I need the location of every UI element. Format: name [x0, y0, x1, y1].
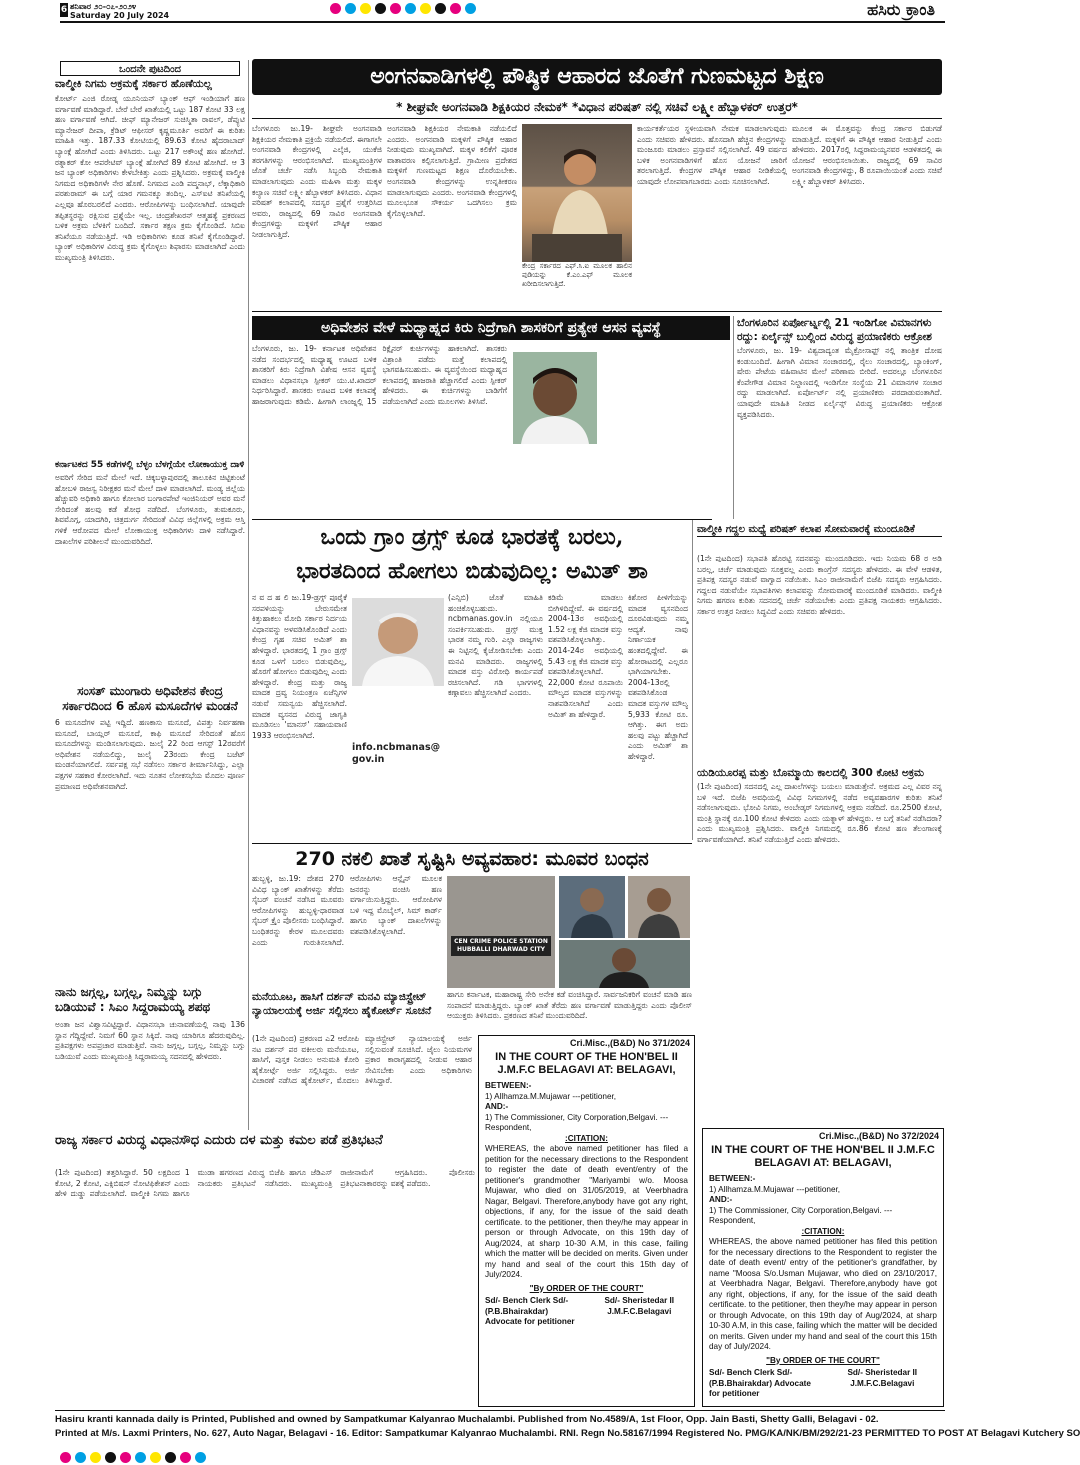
citation-text: WHEREAS, the above named petitioner has filed this petition for the necessary directions to the Respondent to register the date of death event/ entry of the petitioner's grandfather, by name "Moosa S/o.Usman Mujawar, who died on 23/10/2017, at Veerbhadra Nagar, Belgavi. Therefore,anybody have got any right, objections, if any, for the issue of the said death certificate. to the petitioner, then they/he may appear in person or through Advocate, on this 19th day of Aug/2024, at sharp 10-30 A.M, in this case, failing which the matter will be decided on merits. Given under my hand and seal of the court this 15th day of July/2024.: [709, 1237, 937, 1351]
registration-dots-top: [330, 3, 476, 14]
drugs-headline-1: ಒಂದು ಗ್ರಾಂ ಡ್ರಗ್ಸ್ ಕೂಡ ಭಾರತಕ್ಕೆ ಬರಲು,: [320, 524, 624, 550]
signature-right: Sd/- Sheristedar II J.M.F.C.Belagavi: [604, 1296, 675, 1316]
minister-photo: [522, 124, 632, 262]
footer-rule: [55, 1410, 945, 1411]
minister-figure-icon: [522, 124, 632, 262]
walmiki-body: ಕೋರ್ಟ್ ಎಂಜಿ ರೋಡ್ನ ಯೂನಿಯನ್ ಬ್ಯಾಂಕ್ ಆಫ್ ಇಂಡಿಯಾಗೆ ಹಣ ವರ್ಗಾವಣೆ ಮಾಡಿದ್ದಾರೆ. ಬೇರೆ ಬೇರೆ ಖಾತೆಯಲ್ಲಿ ಒಟ್ಟು 187 ಕೋಟಿ 33 ಲಕ್ಷ ಹಣ ವರ್ಗಾವಣೆ ಆಗಿದೆ. ಚೀಫ್ ಮ್ಯಾನೇಜರ್ ಸುಚಿಸ್ಮಿತಾ ರಾವಲ್, ಡೆಪ್ಯುಟಿ ಮ್ಯಾನೇಜರ್ ದೀಪಾ, ಕ್ರೆಡಿಟ್ ಆಫೀಸರ್ ಕೃಷ್ಣಮೂರ್ತಿ ಅವರಿಗೆ ಈ ಕುರಿತು ಮಾಹಿತಿ ಇತ್ತು. 187.33 ಕೋಟಿಯಲ್ಲಿ 89.63 ಕೋಟಿ ಹೈದರಾಬಾದ್ ಬ್ಯಾಂಕ್ಗೆ ಹೋಗಿದೆ ಎಂದು ತಿಳಿಸಿದರು. ಒಟ್ಟು 217 ಅಕೌಂಟ್ಗೆ ಹಣ ಹೋಗಿದೆ. ರತ್ನಾಕರ್ ಕೋ ಆಪರೇಟಿವ್ ಬ್ಯಾಂಕ್ಗೆ ಹೋಗಿದೆ 89 ಕೋಟಿ ಹೋಗಿದೆ. ಆ 3 ಜನ ಬ್ಯಾಂಕ್ ಅಧಿಕಾರಿಗಳು ಕೇಳಬೇಕಿತ್ತು ಎಂದು ಪ್ರಶ್ನಿಸಿದರು. ಅಕ್ರಮಕ್ಕೆ ವಾಲ್ಮೀಕಿ ನಿಗಮದ ಅಧಿಕಾರಿಗಳೇ ನೇರ ಹೊಣೆ. ನಿಗಮದ ಎಂಡಿ ಪದ್ಮನಾಭ್, ಲೆಕ್ಕಾಧಿಕಾರಿ ಪರಶುರಾಮ್ ಈ ಬಗ್ಗೆ ಯಾರ ಗಮನಕ್ಕೂ ತಂದಿಲ್ಲ. ಎಸ್ಐಟಿ ತನಿಖೆಯಲ್ಲಿ ಎಲ್ಲವೂ ಹೊರಬರಲಿದೆ ಎಂದರು. ಆರೋಪಿಗಳನ್ನು ಬಂಧಿಸಲಾಗಿದೆ. ಯಾವುದೇ ತಪ್ಪಿತಸ್ಥರನ್ನು ರಕ್ಷಿಸುವ ಪ್ರಶ್ನೆಯೇ ಇಲ್ಲ. ಚಂದ್ರಶೇಖರನ್ ಆತ್ಮಹತ್ಯೆ ಪ್ರಕರಣದ ಬಳಿಕ ಅಕ್ರಮ ಬೆಳಕಿಗೆ ಬಂದಿದೆ. ಸರ್ಕಾರ ತಕ್ಷಣ ಕ್ರಮ ಕೈಗೊಂಡಿದೆ. ಸಿಬಿಐ ತನಿಖೆಯೂ ನಡೆಯುತ್ತಿದೆ. ಇಡಿ ಅಧಿಕಾರಿಗಳು ಕೂಡ ತನಿಖೆ ಕೈಗೊಂಡಿದ್ದಾರೆ. ಬ್ಯಾಂಕ್ ಅಧಿಕಾರಿಗಳ ವಿರುದ್ಧ ಕ್ರಮ ಕೈಗೊಳ್ಳಲು ಶಿಫಾರಸು ಮಾಡಲಾಗಿದೆ ಎಂದು ಮುಖ್ಯಮಂತ್ರಿ ತಿಳಿಸಿದರು.: [55, 94, 245, 262]
accused-1-figure-icon: [559, 876, 625, 938]
parliament-body: 6 ಮಸೂದೆಗಳ ಪಟ್ಟಿ ಇದ್ದಿದೆ. ಹಣಕಾಸು ಮಸೂದೆ, ವಿಪತ್ತು ನಿರ್ವಹಣಾ ಮಸೂದೆ, ಬಾಯ್ಲರ್ ಮಸೂದೆ, ಕಾಫಿ ಮಸೂದೆ ಸೇರಿದಂತೆ ಹೊಸ ಮಸೂದೆಗಳನ್ನು ಮಂಡಿಸಲಾಗುವುದು. ಜುಲೈ 22 ರಿಂದ ಆಗಸ್ಟ್ 12ರವರೆಗೆ ಅಧಿವೇಶನ ನಡೆಯಲಿದ್ದು, ಜುಲೈ 23ರಂದು ಕೇಂದ್ರ ಬಜೆಟ್ ಮಂಡನೆಯಾಗಲಿದೆ. ಸರ್ವಪಕ್ಷ ಸಭೆ ನಡೆಸಲು ಸರ್ಕಾರ ತೀರ್ಮಾನಿಸಿದ್ದು, ಎಲ್ಲಾ ಪಕ್ಷಗಳ ಸಹಕಾರ ಕೋರಲಾಗಿದೆ. ಇದು ನೂತನ ಲೋಕಸಭೆಯ ಮೊದಲ ಪೂರ್ಣ ಪ್ರಮಾಣದ ಅಧಿವೇಶನವಾಗಿದೆ.: [55, 718, 245, 791]
scam-body: (1ನೇ ಪುಟದಿಂದ) ಸದನದಲ್ಲಿ ಎಲ್ಲ ದಾಖಲೆಗಳನ್ನು ಬಯಲು ಮಾಡುತ್ತೇನೆ. ಅಕ್ರಮದ ಎಲ್ಲ ವಿವರ ನನ್ನ ಬಳಿ ಇದೆ. ಬಿಜೆಪಿ ಅವಧಿಯಲ್ಲಿ ವಿವಿಧ ನಿಗಮಗಳಲ್ಲಿ ನಡೆದ ಅವ್ಯವಹಾರಗಳ ಕುರಿತು ತನಿಖೆ ನಡೆಸಲಾಗುವುದು. ಭೋವಿ ನಿಗಮ, ಅಂಬೇಡ್ಕರ್ ನಿಗಮಗಳಲ್ಲಿ ಅಕ್ರಮ ನಡೆದಿದೆ. ರೂ.2500 ಕೋಟಿ, ಮಂತ್ರಿ ಸ್ಥಾನಕ್ಕೆ ರೂ.100 ಕೋಟಿ ಕೇಳಿದರು ಎಂದು ಯತ್ನಾಳ್ ಹೇಳಿದ್ದರು. ಆ ಬಗ್ಗೆ ತನಿಖೆ ನಡೆಸಿದರಾ? ಎಂದು ಮುಖ್ಯಮಂತ್ರಿ ಪ್ರಶ್ನಿಸಿದರು. ವಾಲ್ಮೀಕಿ ನಿಗಮದಲ್ಲಿ ರೂ.86 ಕೋಟಿ ಹಣ ತೆಲಂಗಾಣಕ್ಕೆ ವರ್ಗಾವಣೆಯಾಗಿದೆ. ತನಿಖೆ ನಡೆಯುತ್ತಿದೆ ಎಂದು ಹೇಳಿದರು.: [697, 782, 942, 844]
drugs-col3: ಕಡಿಮೆ ಮಾಡಲು ಬೀಗಿಳಿದಿದ್ದೇವೆ. ಈ ವರ್ಷದಲ್ಲಿ 2004-13ರ ಅವಧಿಯಲ್ಲಿ 1.52 ಲಕ್ಷ ಕೆಜಿ ಮಾದಕ ವಸ್ತು ವಶಪಡಿಸಿಕೊಳ್ಳಲಾಗಿತ್ತು. 2014-24ರ ಅವಧಿಯಲ್ಲಿ 5.43 ಲಕ್ಷ ಕೆಜಿ ಮಾದಕ ವಸ್ತು ವಶಪಡಿಸಿಕೊಳ್ಳಲಾಗಿದೆ. 22,000 ಕೋಟಿ ರೂಪಾಯಿ ಮೌಲ್ಯದ ಮಾದಕ ವಸ್ತುಗಳನ್ನು ನಾಶಪಡಿಸಲಾಗಿದೆ ಎಂದು ಅಮಿತ್ ಶಾ ಹೇಳಿದ್ದಾರೆ.: [548, 593, 623, 719]
protest-body: (1ನೇ ಪುಟದಿಂದ) ತತ್ತರಿಸಿದ್ದಾರೆ. 50 ಲಕ್ಷದಿಂದ 1 ಕೋಟಿ, 2 ಕೋಟಿ, ಎಕ್ಸಿಬಿಷನ್ ನೋಟಿಫಿಕೇಶನ್ ಎಂದು ಹೇಳಿ ದುಡ್ಡು ಪಡೆಯಲಾಗಿದೆ. ವಾಲ್ಮೀಕಿ ನಿಗಮ ಹಾಗೂ ಮುಡಾ ಹಗರಣದ ವಿರುದ್ಧ ಬಿಜೆಪಿ ಹಾಗೂ ಜೆಡಿಎಸ್ ನಾಯಕರು ಪ್ರತಿಭಟನೆ ನಡೆಸಿದರು. ಮುಖ್ಯಮಂತ್ರಿ ರಾಜೀನಾಮೆಗೆ ಆಗ್ರಹಿಸಿದರು. ಪೊಲೀಸರು ಪ್ರತಿಭಟನಾಕಾರರನ್ನು ವಶಕ್ಕೆ ಪಡೆದರು.: [55, 1168, 475, 1199]
photo-caption: ಕೇಂದ್ರ ಸರ್ಕಾರದ ಎಫ್.ಸಿ.ಐ ಮೂಲಕ ಹಾಲಿನ ಪುಡಿಯನ್ನು ಕೆ.ಎಂ.ಎಫ್ ಮೂಲಕ ಖರೀದಿಸಲಾಗುತ್ತಿದೆ.: [522, 262, 632, 288]
accused-3-figure-icon: [559, 940, 690, 988]
notice-body: [703, 1170, 943, 1404]
council-body: (1ನೇ ಪುಟದಿಂದ) ಸಭಾಪತಿ ಹೊರಟ್ಟಿ ಸದನವನ್ನು ಮುಂದೂಡಿದರು. ಇದು ನಿಯಮ 68 ರ ಅಡಿ ಬರಲ್ಲ, ಚರ್ಚೆ ಮಾಡುವುದು ಸೂಕ್ತವಲ್ಲ ಎಂದು ಕಾಂಗ್ರೆಸ್ ಸದಸ್ಯರು ಹೇಳಿದರು. ಈ ವೇಳೆ ಆಡಳಿತ, ಪ್ರತಿಪಕ್ಷ ಸದಸ್ಯರ ನಡುವೆ ವಾಗ್ವಾದ ನಡೆಯಿತು. ಸಿಎಂ ರಾಜೀನಾಮೆಗೆ ಬಿಜೆಪಿ ಸದಸ್ಯರು ಆಗ್ರಹಿಸಿದರು. ಗದ್ದಲದ ನಡುವೆಯೇ ಸಭಾಪತಿಗಳು ಕಲಾಪವನ್ನು ಸೋಮವಾರಕ್ಕೆ ಮುಂದೂಡಿಕೆ ಮಾಡಿದರು. ವಾಲ್ಮೀಕಿ ನಿಗಮ ಹಗರಣ ಕುರಿತು ಸದನದಲ್ಲಿ ಚರ್ಚೆ ನಡೆಯಬೇಕು ಎಂದು ಪ್ರತಿಪಕ್ಷ ನಾಯಕರು ಆಗ್ರಹಿಸಿದರು. ಸರ್ಕಾರ ಉತ್ತರ ನೀಡಲು ಸಿದ್ಧವಿದೆ ಎಂದು ಸಚಿವರು ಹೇಳಿದರು.: [697, 554, 942, 616]
fraud-col1: ಹುಬ್ಬಳ್ಳಿ, ಜು.19: ದೇಶದ 270 ವಿವಿಧ ಬ್ಯಾಂಕ್ ಖಾತೆಗಳನ್ನು ತೆರೆದು ಸೈಬರ್ ವಂಚನೆ ನಡೆಸಿದ ಮೂವರು ಆರೋಪಿಗಳನ್ನು ಹುಬ್ಬಳ್ಳಿ-ಧಾರವಾಡ ಸೈಬರ್ ಕ್ರೈಂ ಪೊಲೀಸರು ಬಂಧಿಸಿದ್ದಾರೆ. ಬಂಧಿತರನ್ನು ಕೇರಳ ಮೂಲದವರು ಎಂದು ಗುರುತಿಸಲಾಗಿದೆ. ಆರೋಪಿಗಳು ಆನ್ಲೈನ್ ಮೂಲಕ ಜನರನ್ನು ವಂಚಿಸಿ ಹಣ ವರ್ಗಾಯಿಸುತ್ತಿದ್ದರು. ಆರೋಪಿಗಳ ಬಳಿ ಇದ್ದ ಮೊಬೈಲ್, ಸಿಮ್ ಕಾರ್ಡ್ ಹಾಗೂ ಬ್ಯಾಂಕ್ ದಾಖಲೆಗಳನ್ನು ವಶಪಡಿಸಿಕೊಳ್ಳಲಾಗಿದೆ.: [252, 874, 442, 947]
siesta-body: ಬೆಂಗಳೂರು, ಜು. 19- ಕರ್ನಾಟಕ ಅಧಿವೇಶನ ನಡೆದ ಸಂದರ್ಭದಲ್ಲಿ ಮಧ್ಯಾಹ್ನ ಊಟದ ಬಳಿಕ ಶಾಸಕರಿಗೆ ಕಿರು ನಿದ್ರೆಗಾಗಿ ವಿಶೇಷ ಆಸನ ವ್ಯವಸ್ಥೆ ಮಾಡಲು ವಿಧಾನಸಭಾ ಸ್ಪೀಕರ್ ಯು.ಟಿ.ಖಾದರ್ ನಿರ್ಧರಿಸಿದ್ದಾರೆ. ಶಾಸಕರು ಊಟದ ಬಳಿಕ ಕಲಾಪಕ್ಕೆ ಹಾಜರಾಗುವುದು ಕಡಿಮೆ. ಹೀಗಾಗಿ ಲಾಂಜ್ನಲ್ಲಿ 15 ರಿಕ್ಲೈನರ್ ಕುರ್ಚಿಗಳನ್ನು ಹಾಕಲಾಗಿದೆ. ಶಾಸಕರು ವಿಶ್ರಾಂತಿ ಪಡೆದು ಮತ್ತೆ ಕಲಾಪದಲ್ಲಿ ಭಾಗವಹಿಸಬಹುದು. ಈ ವ್ಯವಸ್ಥೆಯಿಂದ ಮಧ್ಯಾಹ್ನದ ಕಲಾಪದಲ್ಲಿ ಹಾಜರಾತಿ ಹೆಚ್ಚಾಗಲಿದೆ ಎಂದು ಸ್ಪೀಕರ್ ಹೇಳಿದರು. ಈ ಕುರ್ಚಿಗಳನ್ನು ಬಾಡಿಗೆಗೆ ಪಡೆಯಲಾಗಿದೆ ಎಂದು ಮೂಲಗಳು ತಿಳಿಸಿವೆ.: [252, 344, 507, 406]
registration-dot-icon: [375, 3, 386, 14]
header-rule: [60, 21, 945, 23]
registration-dot-icon: [435, 3, 446, 14]
siesta-headline: ಅಧಿವೇಶನ ವೇಳೆ ಮಧ್ಯಾಹ್ನದ ಕಿರು ನಿದ್ರೆಗಾಗಿ ಶಾಸಕರಿಗೆ ಪ್ರತ್ಯೇಕ ಆಸನ ವ್ಯವಸ್ಥೆ: [252, 316, 730, 340]
fraud-col2: ಹಾಗೂ ಕರ್ನಾಟಕ, ಮಹಾರಾಷ್ಟ್ರ ಸೇರಿ ಅನೇಕ ಕಡೆ ವಂಚಿಸಿದ್ದಾರೆ. ಸಾರ್ವಜನಿಕರಿಗೆ ವಂಚನೆ ಮಾಡಿ ಹಣ ಸಂಪಾದನೆ ಮಾಡುತ್ತಿದ್ದರು. ಬ್ಯಾಂಕ್ ಖಾತೆ ತೆರೆದು ಹಣ ವರ್ಗಾವಣೆ ಮಾಡುತ್ತಿದ್ದರು ಎಂದು ಪೊಲೀಸ್ ಆಯುಕ್ತರು ತಿಳಿಸಿದರು. ಪ್ರಕರಣದ ತನಿಖೆ ಮುಂದುವರಿದಿದೆ.: [447, 990, 692, 1021]
case-reference: Cri.Misc.,(B&D) No 371/2024: [569, 1038, 690, 1048]
accused-2-figure-icon: [628, 876, 690, 938]
between-label: BETWEEN:-: [709, 1174, 756, 1183]
police-station-sign: CEN CRIME POLICE STATION HUBBALLI DHARWAD CITY: [451, 936, 551, 956]
top-story-rule: [252, 311, 942, 312]
darshan-body: (1ನೇ ಪುಟದಿಂದ) ಪ್ರಕರಣದ ಎ2 ಆರೋಪಿ ನಟ ದರ್ಶನ್ ಪರ ವಕೀಲರು ಮನೆಯೂಟ, ಹಾಸಿಗೆ, ಪುಸ್ತಕ ನೀಡಲು ಅನುಮತಿ ಕೋರಿ ಹೈಕೋರ್ಟ್ಗೆ ಅರ್ಜಿ ಸಲ್ಲಿಸಿದ್ದರು. ಅರ್ಜಿ ವಿಚಾರಣೆ ನಡೆಸಿದ ಹೈಕೋರ್ಟ್, ಮೊದಲು ಮ್ಯಾಜಿಸ್ಟ್ರೇಟ್ ನ್ಯಾಯಾಲಯಕ್ಕೆ ಅರ್ಜಿ ಸಲ್ಲಿಸುವಂತೆ ಸೂಚಿಸಿದೆ. ಜೈಲು ನಿಯಮಗಳ ಪ್ರಕಾರ ಕಾರಾಗೃಹದಲ್ಲಿ ನೀಡುವ ಆಹಾರ ಸೇವಿಸಬೇಕು ಎಂದು ಅಧಿಕಾರಿಗಳು ತಿಳಿಸಿದ್ದಾರೆ.: [252, 1034, 472, 1086]
signature-left: Sd/- Bench Clerk Sd/- (P.B.Bhairakdar) Advocate for petitioner: [485, 1296, 575, 1326]
order-line: "By ORDER OF THE COURT": [529, 1283, 644, 1293]
registration-dot-icon: [390, 3, 401, 14]
continued-kicker: ಒಂದನೇ ಪುಟದಿಂದ: [60, 61, 240, 76]
registration-dot-icon: [120, 1452, 131, 1463]
respondent-line: 1) The Commissioner, City Corporation,Belgavi. ---Respondent,: [709, 1205, 893, 1225]
drugs-col4: ಕಿಶೋರ ಪೀಳಿಗೆಯನ್ನು ಮಾದಕ ವ್ಯಸನದಿಂದ ದೂರವಿಡುವುದು ನಮ್ಮ ಆದ್ಯತೆ. ನಾವು ನಿರ್ಣಾಯಕ ಹಂತದಲ್ಲಿದ್ದೇವೆ. ಈ ಹೋರಾಟದಲ್ಲಿ ಎಲ್ಲರೂ ಭಾಗಿಯಾಗಬೇಕು. 2004-13ರಲ್ಲಿ ವಶಪಡಿಸಿಕೊಂಡ ಮಾದಕ ವಸ್ತುಗಳ ಮೌಲ್ಯ 5,933 ಕೋಟಿ ರೂ. ಆಗಿತ್ತು. ಈಗ ಅದು ಹಲವು ಪಟ್ಟು ಹೆಚ್ಚಾಗಿದೆ ಎಂದು ಅಮಿತ್ ಶಾ ಹೇಳಿದ್ದಾರೆ.: [628, 593, 688, 761]
left-column-divider: [248, 60, 249, 1130]
registration-dot-icon: [405, 3, 416, 14]
lokayukta-headline: ಕರ್ನಾಟಕದ 55 ಕಡೆಗಳಲ್ಲಿ ಬೆಳ್ಳಂ ಬೆಳಗ್ಗೆಯೇ ಲೋಕಾಯುಕ್ತ ದಾಳಿ: [55, 460, 245, 470]
airport-headline: ಬೆಂಗಳೂರಿನ ಏರ್ಪೋರ್ಟ್ನಲ್ಲಿ 21 ಇಂಡಿಗೋ ವಿಮಾನಗಳು ರದ್ದು: ಏರ್ಲೈನ್ಸ್ ಬುಲ್ಲಿಂದ ವಿರುದ್ಧ ಪ್ರಯಾಣಿಕರು ಆಕ್ರೋಶ: [737, 317, 932, 343]
registration-dot-icon: [360, 3, 371, 14]
registration-dot-icon: [420, 3, 431, 14]
signature-left: Sd/- Bench Clerk Sd/- (P.B.Bhairakdar) Advocate for petitioner: [709, 1368, 811, 1398]
and-label: AND:-: [709, 1195, 733, 1204]
signature-right: Sd/- Sheristedar II J.M.F.C.Belagavi: [847, 1368, 918, 1388]
date-english: Saturday 20 July 2024: [70, 11, 170, 20]
registration-dot-icon: [135, 1452, 146, 1463]
amit-shah-figure-icon: [352, 598, 444, 686]
police-station-photo: [447, 876, 555, 988]
anganwadi-subheadline: * ಶೀಘ್ರವೇ ಅಂಗನವಾಡಿ ಶಿಕ್ಷಕಿಯರ ನೇಮಕ* *ವಿಧಾನ ಪರಿಷತ್ ನಲ್ಲಿ ಸಚಿವೆ ಲಕ್ಷ್ಮೀ ಹೆಬ್ಬಾಳಕರ್ ಉತ್ತರ*: [252, 96, 942, 119]
citation-text: WHEREAS, the above named petitioner has filed a petition for the necessary directions to the Respondent to register the date of death event/entry of the petitioner's grandmother "Mariyambi w/o. Moosa Mujawar, who died on 31/05/2019, at Veerbhadra Nagar, Belgavi. Therefore,anybody have got any right, objections, if any, for the issue of the said death certificate. to the petitioner, then they/he may appear in person or through Advocate, on this 19th day of Aug/2024, at sharp 10-30 A.M, in this case, failing which the matter will be decided on merits. Given under my hand and seal of the court this 15th day of July/2024.: [485, 1144, 688, 1279]
masthead: ಹಸಿರು ಕ್ರಾಂತಿ: [867, 0, 935, 19]
scam-headline: ಯಡಿಯೂರಪ್ಪ ಮತ್ತು ಬೊಮ್ಮಾಯಿ ಕಾಲದಲ್ಲಿ 300 ಕೋಟಿ ಅಕ್ರಮ: [697, 767, 924, 779]
registration-dot-icon: [75, 1452, 86, 1463]
airport-body: ಬೆಂಗಳೂರು, ಜು. 19- ವಿಶ್ವದಾದ್ಯಂತ ಮೈಕ್ರೋಸಾಫ್ಟ್ ನಲ್ಲಿ ತಾಂತ್ರಿಕ ದೋಷ ಕಂಡುಬಂದಿದೆ. ಹೀಗಾಗಿ ವಿಮಾನ ಸಂಚಾರದಲ್ಲಿ, ರೈಲು ಸಂಚಾರದಲ್ಲಿ, ಬ್ಯಾಂಕಿಂಗ್, ಷೇರು ಪೇಟೆಯ ವಹಿವಾಟಿನ ಮೇಲೆ ಪರಿಣಾಮ ಬೀರಿದೆ. ಅದರಲ್ಲೂ ಬೆಂಗಳೂರಿನ ಕೆಂಪೇಗೌಡ ವಿಮಾನ ನಿಲ್ದಾಣದಲ್ಲಿ ಇಂಡಿಗೋ ಸಂಸ್ಥೆಯ 21 ವಿಮಾನಗಳ ಸಂಚಾರ ರದ್ದು ಮಾಡಲಾಗಿದೆ. ಏರ್ಪೋರ್ಟ್ ನಲ್ಲಿ ಪ್ರಯಾಣಿಕರು ಪರದಾಡುವಂತಾಗಿದೆ. ಯಾವುದೇ ಮಾಹಿತಿ ನೀಡದ ಏರ್ಲೈನ್ಸ್ ವಿರುದ್ಧ ಪ್ರಯಾಣಿಕರು ಆಕ್ರೋಶ ವ್ಯಕ್ತಪಡಿಸಿದರು.: [737, 346, 942, 419]
anganwadi-col4: ಕಾರ್ಯಕರ್ತೆಯರ ಸ್ಥಳೀಯವಾಗಿ ನೇಮಕ ಮಾಡಲಾಗುವುದು ಎಂದು ಸಚಿವರು ಹೇಳಿದರು. ಹೊಸದಾಗಿ ಹೆಚ್ಚಿನ ಕೇಂದ್ರಗಳನ್ನು ಮಂಜೂರು ಮಾಡಲು ಪ್ರಸ್ತಾವನೆ ಸಲ್ಲಿಸಲಾಗಿದೆ. 49 ವರ್ಷದ ಬಳಿಕ ಅಂಗನವಾಡಿಗಳಿಗೆ ಹೊಸ ಯೋಜನೆ ಜಾರಿಗೆ ತರಲಾಗುತ್ತಿದೆ. ಕೇಂದ್ರಗಳ ಪೌಷ್ಠಿಕ ಆಹಾರ ನೀಡಿಕೆಯಲ್ಲಿ ಯಾವುದೇ ಲೋಪವಾಗಬಾರದು ಎಂದು ಸೂಚಿಸಲಾಗಿದೆ.: [637, 124, 787, 186]
accused-photo-3: [559, 940, 690, 988]
parliament-headline: ಸಂಸತ್ ಮುಂಗಾರು ಅಧಿವೇಶನ ಕೇಂದ್ರ ಸರ್ಕಾರದಿಂದ 6 ಹೊಸ ಮಸೂದೆಗಳ ಮಂಡನೆ: [62, 684, 238, 713]
walmiki-headline: ವಾಲ್ಮೀಕಿ ನಿಗಮ ಅಕ್ರಮಕ್ಕೆ ಸರ್ಕಾರ ಹೊಣೆಯಲ್ಲ: [55, 78, 212, 90]
registration-dots-bottom: [60, 1452, 206, 1463]
petitioner-line: 1) Allhamza.M.Mujawar ---petitioner,: [485, 1091, 617, 1101]
lokayukta-body: ಅವರಿಗೆ ಸೇರಿದ ಮನೆ ಮೇಲೆ ಇದೆ. ಚಿಕ್ಕಬಳ್ಳಾಪುರದಲ್ಲಿ ತಾಲೂಕಿನ ಚಿಟ್ಟಿಕುಂಟೆ ಹೋಬಳಿ ರಾಜಸ್ವ ನಿರೀಕ್ಷಕರ ಮನೆ ಮೇಲೆ ದಾಳಿ ಮಾಡಲಾಗಿದೆ. ಮಂಡ್ಯ ಜಿಲ್ಲೆಯ ಹೆಚ್ಚುವರಿ ಅಧಿಕಾರಿ ಹಾಗೂ ಕೋಲಾರ ಬಂಗಾರಪೇಟೆ ಇಂಜಿನಿಯರ್ ಅವರ ಮನೆ ಸೇರಿದಂತೆ ಹಲವು ಕಡೆ ಶೋಧ ನಡೆದಿದೆ. ಬೆಂಗಳೂರು, ತುಮಕೂರು, ಶಿವಮೊಗ್ಗ, ಯಾದಗಿರಿ, ಚಿತ್ರದುರ್ಗ ಸೇರಿದಂತೆ ವಿವಿಧ ಜಿಲ್ಲೆಗಳಲ್ಲಿ ಅಕ್ರಮ ಆಸ್ತಿ ಗಳಿಕೆ ಆರೋಪದ ಮೇಲೆ ಲೋಕಾಯುಕ್ತ ಅಧಿಕಾರಿಗಳು ದಾಳಿ ನಡೆಸಿದ್ದಾರೆ. ದಾಖಲೆಗಳ ಪರಿಶೀಲನೆ ಮುಂದುವರಿದಿದೆ.: [55, 473, 245, 546]
citation-label: :CITATION:: [565, 1133, 608, 1143]
registration-dot-icon: [195, 1452, 206, 1463]
speaker-figure-icon: [513, 352, 597, 444]
cm-oath-headline: ನಾನು ಜಗ್ಗಲ್ಲ, ಬಗ್ಗಲ್ಲ, ನಿಮ್ಮನ್ನು ಬಗ್ಗು ಬಡಿಯುವೆ : ಸಿಎಂ ಸಿದ್ದರಾಮಯ್ಯ ಶಪಥ: [55, 985, 211, 1014]
fraud-rule: [252, 843, 692, 844]
drugs-divider: [692, 520, 693, 840]
between-label: BETWEEN:-: [485, 1081, 532, 1090]
darshan-headline: ಮನೆಯೂಟ, ಹಾಸಿಗೆ ದರ್ಶನ್ ಮನವಿ ಮ್ಯಾಜಿಸ್ಟ್ರೇಟ್ ನ್ಯಾಯಾಲಯಕ್ಕೆ ಅರ್ಜಿ ಸಲ್ಲಿಸಲು ಹೈಕೋರ್ಟ್ ಸೂಚನೆ: [252, 991, 432, 1017]
imprint-line-2: Printed at M/s. Laxmi Printers, No. 627, Auto Nagar, Belagavi - 16. Editor: Sampatkumar Kalyanrao Muchalambi. RNI. Regn No.58167/1994 Registered No. PMG/KA/NK/BM/292/21-23 PERMITTED TO POST AT Belagavi Kutchery SO: [55, 1428, 1080, 1439]
drugs-col2: (ಎನ್ಸಿಬಿ) ಜೊತೆ ಮಾಹಿತಿ ಹಂಚಿಕೊಳ್ಳಬಹುದು. ncbmanas.gov.in ನಲ್ಲಿಯೂ ಸಂಪರ್ಕಿಸಬಹುದು. ಡ್ರಗ್ಸ್ ಮುಕ್ತ ಭಾರತ ನಮ್ಮ ಗುರಿ. ಎಲ್ಲಾ ರಾಜ್ಯಗಳು ಈ ನಿಟ್ಟಿನಲ್ಲಿ ಕೈಜೋಡಿಸಬೇಕು ಎಂದು ಮನವಿ ಮಾಡಿದರು. ರಾಜ್ಯಗಳಲ್ಲಿ ಮಾದಕ ವಸ್ತು ವಿರೋಧಿ ಕಾರ್ಯಪಡೆ ರಚಿಸಲಾಗಿದೆ. ಗಡಿ ಭಾಗಗಳಲ್ಲಿ ಕಣ್ಗಾವಲು ಹೆಚ್ಚಿಸಲಾಗಿದೆ ಎಂದರು.: [448, 593, 543, 698]
notice-body: [479, 1077, 694, 1332]
registration-dot-icon: [150, 1452, 161, 1463]
registration-dot-icon: [180, 1452, 191, 1463]
registration-dot-icon: [345, 3, 356, 14]
anganwadi-col5: ಮೂಲಕ ಈ ಮೊತ್ತವನ್ನು ಕೇಂದ್ರ ಸರ್ಕಾರ ಬಿಡುಗಡೆ ಮಾಡುತ್ತಿದೆ. ಮಕ್ಕಳಿಗೆ ಈ ಪೌಷ್ಠಿಕ ಆಹಾರ ನೀಡುತ್ತಿದೆ ಎಂದು ಹೇಳಿದರು. 2017ರಲ್ಲಿ ಸಿದ್ದರಾಮಯ್ಯನವರ ಆಡಳಿತದಲ್ಲಿ ಈ ಯೋಜನೆ ಆರಂಭಿಸಲಾಯಿತು. ರಾಜ್ಯದಲ್ಲಿ 69 ಸಾವಿರ ಅಂಗನವಾಡಿ ಕೇಂದ್ರಗಳಿದ್ದು, 8 ರೂಪಾಯಿಯಂತೆ ಎಂದು ಸಚಿವೆ ಲಕ್ಷ್ಮೀ ಹೆಬ್ಬಾಳಕರ್ ತಿಳಿಸಿದರು.: [792, 124, 942, 186]
registration-dot-icon: [105, 1452, 116, 1463]
signatures: [709, 1368, 937, 1400]
registration-dot-icon: [165, 1452, 176, 1463]
registration-dot-icon: [90, 1452, 101, 1463]
imprint-line-1: Hasiru kranti kannada daily is Printed, Published and owned by Sampatkumar Kalyanrao Muchalambi. Published from No.4589/A, 1st Floor, Opp. Jain Basti, Shetty Galli, Belagavi - 02.: [55, 1414, 879, 1425]
registration-dot-icon: [450, 3, 461, 14]
court-title: IN THE COURT OF THE HON'BEL II J.M.F.C BELAGAVI AT: BELAGAVI,: [495, 1051, 678, 1076]
cm-oath-body: ಅಂತಾ ಜನ ವಿಶ್ವಾಸವಿಟ್ಟಿದ್ದಾರೆ. ವಿಧಾನಸಭಾ ಚುನಾವಣೆಯಲ್ಲಿ ನಾವು 136 ಸ್ಥಾನ ಗೆದ್ದಿದ್ದೇವೆ. ನಿಮಗೆ 60 ಸ್ಥಾನ ಸಿಕ್ಕಿದೆ. ನಾವು ಯಾರಿಗೂ ಹೆದರುವುದಿಲ್ಲ. ಪ್ರತಿಪಕ್ಷಗಳು ಅಪಪ್ರಚಾರ ಮಾಡುತ್ತಿವೆ. ನಾನು ಜಗ್ಗಲ್ಲ, ಬಗ್ಗಲ್ಲ, ನಿಮ್ಮನ್ನು ಬಗ್ಗು ಬಡಿಯುವೆ ಎಂದು ಮುಖ್ಯಮಂತ್ರಿ ಸಿದ್ದರಾಮಯ್ಯ ಸದನದಲ್ಲಿ ಹೇಳಿದರು.: [55, 1020, 245, 1061]
anganwadi-col1: ಬೆಂಗಳೂರು ಜು.19- ಶೀಘ್ರವೇ ಅಂಗನವಾಡಿ ಶಿಕ್ಷಕಿಯರ ನೇಮಕಾತಿ ಪ್ರಕ್ರಿಯೆ ನಡೆಯಲಿದೆ. ಈಗಾಗಲೇ ಅಂಗನವಾಡಿ ಕೇಂದ್ರಗಳಲ್ಲಿ ಎಲ್ಕೆಜಿ, ಯುಕೆಜಿ ತರಗತಿಗಳನ್ನು ಆರಂಭಿಸಲಾಗಿದೆ. ಮುಖ್ಯಮಂತ್ರಿಗಳ ಜೊತೆ ಚರ್ಚೆ ನಡೆಸಿ ಸಿಬ್ಬಂದಿ ನೇಮಕಾತಿ ಮಾಡಲಾಗುವುದು ಎಂದು ಮಹಿಳಾ ಮತ್ತು ಮಕ್ಕಳ ಕಲ್ಯಾಣ ಸಚಿವೆ ಲಕ್ಷ್ಮೀ ಹೆಬ್ಬಾಳಕರ್ ತಿಳಿಸಿದರು. ವಿಧಾನ ಪರಿಷತ್ ಕಲಾಪದಲ್ಲಿ ಸದಸ್ಯರ ಪ್ರಶ್ನೆಗೆ ಉತ್ತರಿಸಿದ ಅವರು, ರಾಜ್ಯದಲ್ಲಿ 69 ಸಾವಿರ ಅಂಗನವಾಡಿ ಕೇಂದ್ರಗಳಿದ್ದು ಮಕ್ಕಳಿಗೆ ಪೌಷ್ಠಿಕ ಆಹಾರ ನೀಡಲಾಗುತ್ತಿದೆ.: [252, 124, 382, 239]
date-kannada: ಶನಿವಾರ ೨೦-೦೭-೨೦೨೪: [70, 2, 137, 11]
drugs-url: info.ncbmanas@gov.in: [352, 742, 441, 765]
accused-photo-2: [628, 876, 690, 938]
petitioner-line: 1) Allhamza.M.Mujawar ---petitioner,: [709, 1184, 841, 1194]
siesta-body-cont: [600, 344, 730, 514]
citation-label: :CITATION:: [801, 1226, 845, 1236]
case-reference: Cri.Misc.,(B&D) No 372/2024: [818, 1131, 939, 1141]
speaker-photo: [513, 352, 597, 444]
anganwadi-headline: ಅಂಗನವಾಡಿಗಳಲ್ಲಿ ಪೌಷ್ಠಿಕ ಆಹಾರದ ಜೊತೆಗೆ ಗುಣಮಟ್ಟದ ಶಿಕ್ಷಣ: [252, 59, 942, 95]
and-label: AND:-: [485, 1102, 509, 1111]
fraud-headline: 270 ನಕಲಿ ಖಾತೆ ಸೃಷ್ಟಿಸಿ ಅವ್ಯವಹಾರ: ಮೂವರ ಬಂಧನ: [295, 848, 649, 870]
signatures: [485, 1296, 688, 1328]
drugs-headline-2: ಭಾರತದಿಂದ ಹೋಗಲು ಬಿಡುವುದಿಲ್ಲ: ಅಮಿತ್ ಶಾ: [296, 558, 648, 584]
council-headline: ವಾಲ್ಮೀಕಿ ಗದ್ದಲ ಮಧ್ಯೆ ಪರಿಷತ್ ಕಲಾಪ ಸೋಮವಾರಕ್ಕೆ ಮುಂದೂಡಿಕೆ: [697, 523, 942, 537]
registration-dot-icon: [330, 3, 341, 14]
page-number: 6: [60, 5, 68, 15]
registration-dot-icon: [465, 3, 476, 14]
court-notice-371: [478, 1035, 695, 1407]
registration-dot-icon: [60, 1452, 71, 1463]
anganwadi-col2: ಅಂಗನವಾಡಿ ಶಿಕ್ಷಕಿಯರ ನೇಮಕಾತಿ ನಡೆಯಲಿದೆ ಎಂದರು. ಅಂಗನವಾಡಿ ಮಕ್ಕಳಿಗೆ ಪೌಷ್ಠಿಕ ಆಹಾರ ನೀಡುವುದು ಮುಖ್ಯವಾಗಿದೆ. ಮಕ್ಕಳ ಕಲಿಕೆಗೆ ಪೂರಕ ವಾತಾವರಣ ಕಲ್ಪಿಸಲಾಗುತ್ತಿದೆ. ಗ್ರಾಮೀಣ ಪ್ರದೇಶದ ಮಕ್ಕಳಿಗೆ ಗುಣಮಟ್ಟದ ಶಿಕ್ಷಣ ದೊರೆಯಬೇಕು. ಅಂಗನವಾಡಿ ಕೇಂದ್ರಗಳನ್ನು ಉನ್ನತೀಕರಣ ಮಾಡಲಾಗುವುದು ಎಂದರು. ಅಂಗನವಾಡಿ ಕೇಂದ್ರಗಳಲ್ಲಿ ಮೂಲಭೂತ ಸೌಕರ್ಯ ಒದಗಿಸಲು ಕ್ರಮ ಕೈಗೊಳ್ಳಲಾಗಿದೆ.: [387, 124, 517, 218]
accused-photo-1: [559, 876, 625, 938]
court-title: IN THE COURT OF THE HON'BEL II J.M.F.C BELAGAVI AT: BELAGAVI,: [711, 1144, 935, 1169]
siesta-divider: [733, 316, 734, 519]
amit-shah-photo: [352, 598, 444, 686]
drugs-col1: ನ ವ ದ ಹ ಲಿ ಜು.19-ಡ್ರಗ್ಸ್ ಪೂರೈಕೆ ಸರಪಳಿಯನ್ನು ಬೇರುಸಮೇತ ಕಿತ್ತುಹಾಕಲು ಮೋದಿ ಸರ್ಕಾರ ನಿರ್ದಯ ವಿಧಾನವನ್ನು ಅಳವಡಿಸಿಕೊಂಡಿದೆ ಎಂದು ಕೇಂದ್ರ ಗೃಹ ಸಚಿವ ಅಮಿತ್ ಶಾ ಹೇಳಿದ್ದಾರೆ. ಭಾರತದಲ್ಲಿ 1 ಗ್ರಾಂ ಡ್ರಗ್ಸ್ ಕೂಡ ಒಳಗೆ ಬರಲು ಬಿಡುವುದಿಲ್ಲ, ಹೊರಗೆ ಹೋಗಲು ಬಿಡುವುದಿಲ್ಲ ಎಂದು ಹೇಳಿದ್ದಾರೆ. ಕೇಂದ್ರ ಮತ್ತು ರಾಜ್ಯ ಮಾದಕ ದ್ರವ್ಯ ನಿಯಂತ್ರಣ ಏಜೆನ್ಸಿಗಳ ನಡುವೆ ಸಮನ್ವಯ ಹೆಚ್ಚಿಸಲಾಗಿದೆ. ಮಾದಕ ವ್ಯಸನದ ವಿರುದ್ಧ ಜಾಗೃತಿ ಮೂಡಿಸಲು 'ಮಾನಸ್' ಸಹಾಯವಾಣಿ 1933 ಆರಂಭಿಸಲಾಗಿದೆ.: [252, 593, 347, 740]
order-line: "By ORDER OF THE COURT": [766, 1355, 880, 1365]
court-notice-372: [702, 1128, 944, 1407]
protest-headline: ರಾಜ್ಯ ಸರ್ಕಾರ ವಿರುದ್ಧ ವಿಧಾನಸೌಧ ಎದುರು ದಳ ಮತ್ತು ಕಮಲ ಪಡೆ ಪ್ರತಿಭಟನೆ: [55, 1133, 383, 1148]
respondent-line: 1) The Commissioner, City Corporation,Belgavi. ---Respondent,: [485, 1112, 669, 1132]
